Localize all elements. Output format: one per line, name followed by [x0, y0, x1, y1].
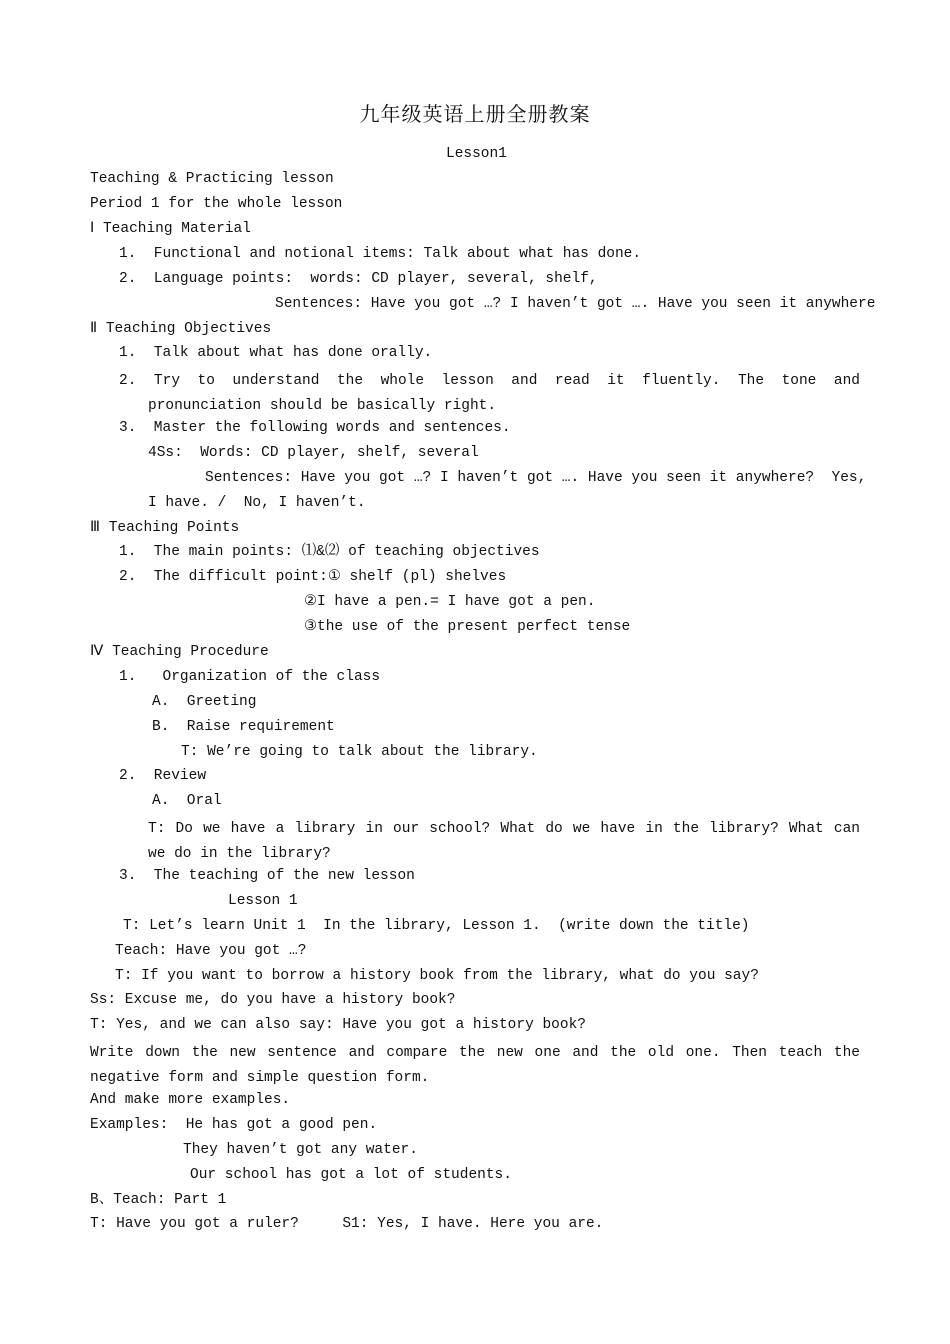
text-line: Lesson 1	[228, 893, 298, 909]
text-line: Examples: He has got a good pen.	[90, 1117, 378, 1133]
section-heading: Ⅱ Teaching Objectives	[90, 321, 272, 337]
list-item: B. Raise requirement	[152, 719, 335, 735]
list-item: 3. Master the following words and sentences.	[119, 420, 511, 436]
text-line: T: Do we have a library in our school? What do we have in the library? What can we do in the library?	[148, 821, 860, 862]
list-item: 1. Organization of the class	[119, 669, 381, 685]
text-line: Teaching & Practicing lesson	[90, 171, 334, 187]
text-line: 4Ss: Words: CD player, shelf, several	[148, 445, 479, 461]
text-line: Ss: Excuse me, do you have a history book?	[90, 992, 456, 1008]
list-item: 2. Language points: words: CD player, several, shelf,	[119, 271, 598, 287]
list-item: 2. Review	[119, 768, 207, 784]
lesson-heading: Lesson1	[446, 146, 507, 162]
text-line: Our school has got a lot of students.	[190, 1167, 512, 1183]
list-item: 1. Functional and notional items: Talk about what has done.	[119, 246, 642, 262]
text-line: B、Teach: Part 1	[90, 1192, 227, 1208]
list-item: 3. The teaching of the new lesson	[119, 868, 415, 884]
section-heading: Ⅲ Teaching Points	[90, 520, 240, 536]
text-line: Sentences: Have you got …? I haven’t got …. Have you seen it anywhere	[275, 296, 876, 312]
text-line: Teach: Have you got …?	[115, 943, 307, 959]
list-item: A. Oral	[152, 793, 222, 809]
text-line: And make more examples.	[90, 1092, 291, 1108]
list-item: 2. Try to understand the whole lesson and read it fluently. The tone and pronunciation should be basically right.	[119, 373, 860, 414]
text-line: T: If you want to borrow a history book from the library, what do you say?	[115, 968, 759, 984]
text-line: Period 1 for the whole lesson	[90, 196, 343, 212]
text-line: T: Let’s learn Unit 1 In the library, Lesson 1. (write down the title)	[123, 918, 750, 934]
document-title: 九年级英语上册全册教案	[359, 102, 591, 126]
list-item: 2. The difficult point:① shelf (pl) shelves	[119, 569, 507, 585]
list-item: 1. The main points: ⑴&⑵ of teaching objectives	[119, 544, 540, 560]
text-line: ②I have a pen.= I have got a pen.	[304, 594, 596, 610]
text-line: They haven’t got any water.	[183, 1142, 418, 1158]
text-line: T: Have you got a ruler? S1: Yes, I have. Here you are.	[90, 1216, 604, 1232]
section-heading: Ⅳ Teaching Procedure	[90, 644, 269, 660]
text-line: T: We’re going to talk about the library.	[181, 744, 538, 760]
section-heading: Ⅰ Teaching Material	[90, 221, 251, 237]
list-item: A. Greeting	[152, 694, 257, 710]
text-line: Write down the new sentence and compare the new one and the old one. Then teach the negative form and simple question form.	[90, 1045, 860, 1086]
text-line: I have. / No, I haven’t.	[148, 495, 366, 511]
text-line: T: Yes, and we can also say: Have you got a history book?	[90, 1017, 586, 1033]
list-item: 1. Talk about what has done orally.	[119, 345, 433, 361]
text-line: Sentences: Have you got …? I haven’t got …. Have you seen it anywhere? Yes,	[205, 470, 867, 486]
text-line: ③the use of the present perfect tense	[304, 619, 631, 635]
